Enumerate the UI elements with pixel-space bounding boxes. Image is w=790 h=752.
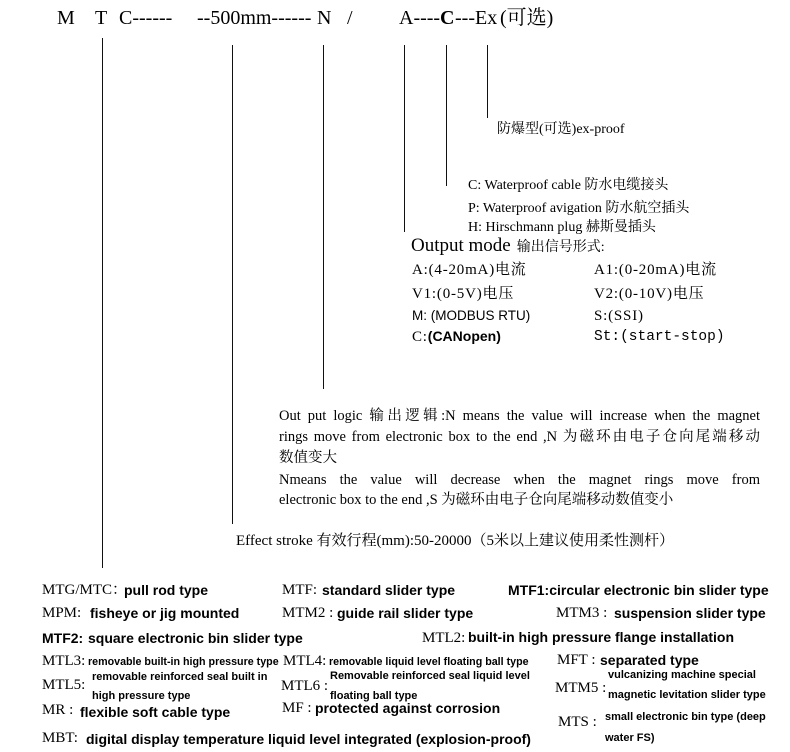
type-label-mtl3: MTL3: [42, 653, 86, 669]
type-label-mtl6: MTL6 : [281, 678, 329, 694]
type-desc-mf: protected against corrosion [315, 700, 501, 716]
type-label-mtl4: MTL4: [283, 653, 327, 669]
output-logic-line: Nmeans the value will decrease when the magnet rings move from [279, 472, 760, 488]
type-desc-mtf: standard slider type [322, 582, 456, 598]
connector-item: P: Waterproof avigation 防水航空插头 [468, 201, 690, 216]
code-stroke: --500mm------ [197, 7, 312, 29]
type-desc-mtm5: vulcanizing machine special [608, 669, 756, 681]
output-logic-line: 数值变大 [279, 450, 337, 466]
type-desc-mr: flexible soft cable type [80, 704, 231, 720]
type-label-mtm2: MTM2 : [282, 605, 334, 621]
type-desc-mtm2: guide rail slider type [337, 605, 474, 621]
connector-item: C: Waterproof cable 防水电缆接头 [468, 178, 669, 193]
output-option-a1: A1:(0-20mA)电流 [594, 262, 717, 278]
type-desc-mtl2: built-in high pressure flange installation [468, 629, 735, 645]
code-connector: C [440, 7, 455, 29]
output-option-s: S:(SSI) [594, 308, 644, 324]
effect-stroke-note: Effect stroke 有效行程(mm):50-20000（5米以上建议使用柔性测杆） [236, 533, 675, 549]
output-mode-heading [411, 235, 605, 257]
output-mode-title-cn: 输出信号形式: [516, 240, 605, 255]
output-option-v1: V1:(0-5V)电压 [412, 286, 515, 302]
output-logic-line: Out put logic 输出逻辑:N means the value will increase when the magnet [279, 408, 760, 424]
output-option-c-prefix: C: [412, 329, 428, 345]
type-desc-mpm: fisheye or jig mounted [90, 605, 240, 621]
type-desc-mft: separated type [600, 652, 699, 668]
output-option-st: St:(start-stop) [594, 329, 725, 345]
type-desc-mts: water FS) [605, 732, 655, 744]
type-desc-mtf1: circular electronic bin slider type [549, 582, 769, 598]
output-option-m: M: (MODBUS RTU) [412, 308, 531, 323]
type-label-mpm: MPM: [42, 605, 82, 621]
output-logic-line: rings move from electronic box to the end ,N 为磁环由电子仓向尾端移动 [279, 429, 760, 445]
type-label-mtm3: MTM3 : [556, 605, 608, 621]
ex-proof-note: 防爆型(可选)ex-proof [497, 122, 625, 137]
type-label-mtf: MTF: [282, 582, 318, 598]
type-label-mtf1: MTF1: [508, 582, 550, 598]
type-label-mtf2: MTF2: [42, 630, 84, 646]
code-t: T [95, 7, 108, 29]
type-entry-mtf1 [508, 582, 769, 600]
code-a: A---- [399, 7, 441, 29]
type-desc-mtl5: removable reinforced seal built in [92, 671, 268, 683]
type-desc-mtf2: square electronic bin slider type [88, 630, 303, 646]
code-n: N [317, 7, 332, 29]
code-slash: / [347, 7, 353, 29]
type-desc-mtl4: removable liquid level floating ball type [329, 656, 529, 668]
code-m: M [57, 7, 75, 29]
output-option-v2: V2:(0-10V)电压 [594, 286, 705, 302]
type-desc-mts: small electronic bin type (deep [605, 711, 766, 723]
type-label-mtl2: MTL2: [422, 630, 466, 646]
type-label-mtm5: MTM5 : [555, 680, 607, 696]
code-c: C------ [119, 7, 173, 29]
type-label-mtg: MTG/MTC： [42, 582, 128, 598]
output-option-a: A:(4-20mA)电流 [412, 262, 527, 278]
type-desc-mtl6: Removable reinforced seal liquid level [330, 670, 530, 682]
type-desc-mtm5: magnetic levitation slider type [608, 689, 766, 701]
code-ex: ---Ex [455, 7, 498, 29]
type-desc-mtg: pull rod type [124, 582, 208, 598]
type-desc-mtm3: suspension slider type [614, 605, 766, 621]
code-optional: (可选) [500, 7, 554, 29]
output-option-c [412, 328, 501, 346]
output-option-c-value: (CANopen) [427, 328, 501, 344]
output-logic-line: electronic box to the end ,S 为磁环由电子仓向尾端移动数值变小 [279, 492, 674, 508]
type-label-mtl5: MTL5: [42, 677, 86, 693]
type-label-mft: MFT : [557, 652, 596, 668]
type-label-mf: MF : [282, 700, 312, 716]
type-desc-mbt: digital display temperature liquid level integrated (explosion-proof) [86, 731, 531, 747]
type-desc-mtl3: removable built-in high pressure type [88, 656, 279, 668]
connector-item: H: Hirschmann plug 赫斯曼插头 [468, 220, 656, 235]
type-label-mbt: MBT: [42, 730, 78, 746]
type-desc-mtl6: floating ball type [330, 690, 418, 702]
type-label-mts: MTS : [558, 714, 597, 730]
type-desc-mtl5: high pressure type [92, 690, 191, 702]
output-mode-title: Output mode [411, 235, 511, 256]
type-label-mr: MR : [42, 702, 74, 718]
